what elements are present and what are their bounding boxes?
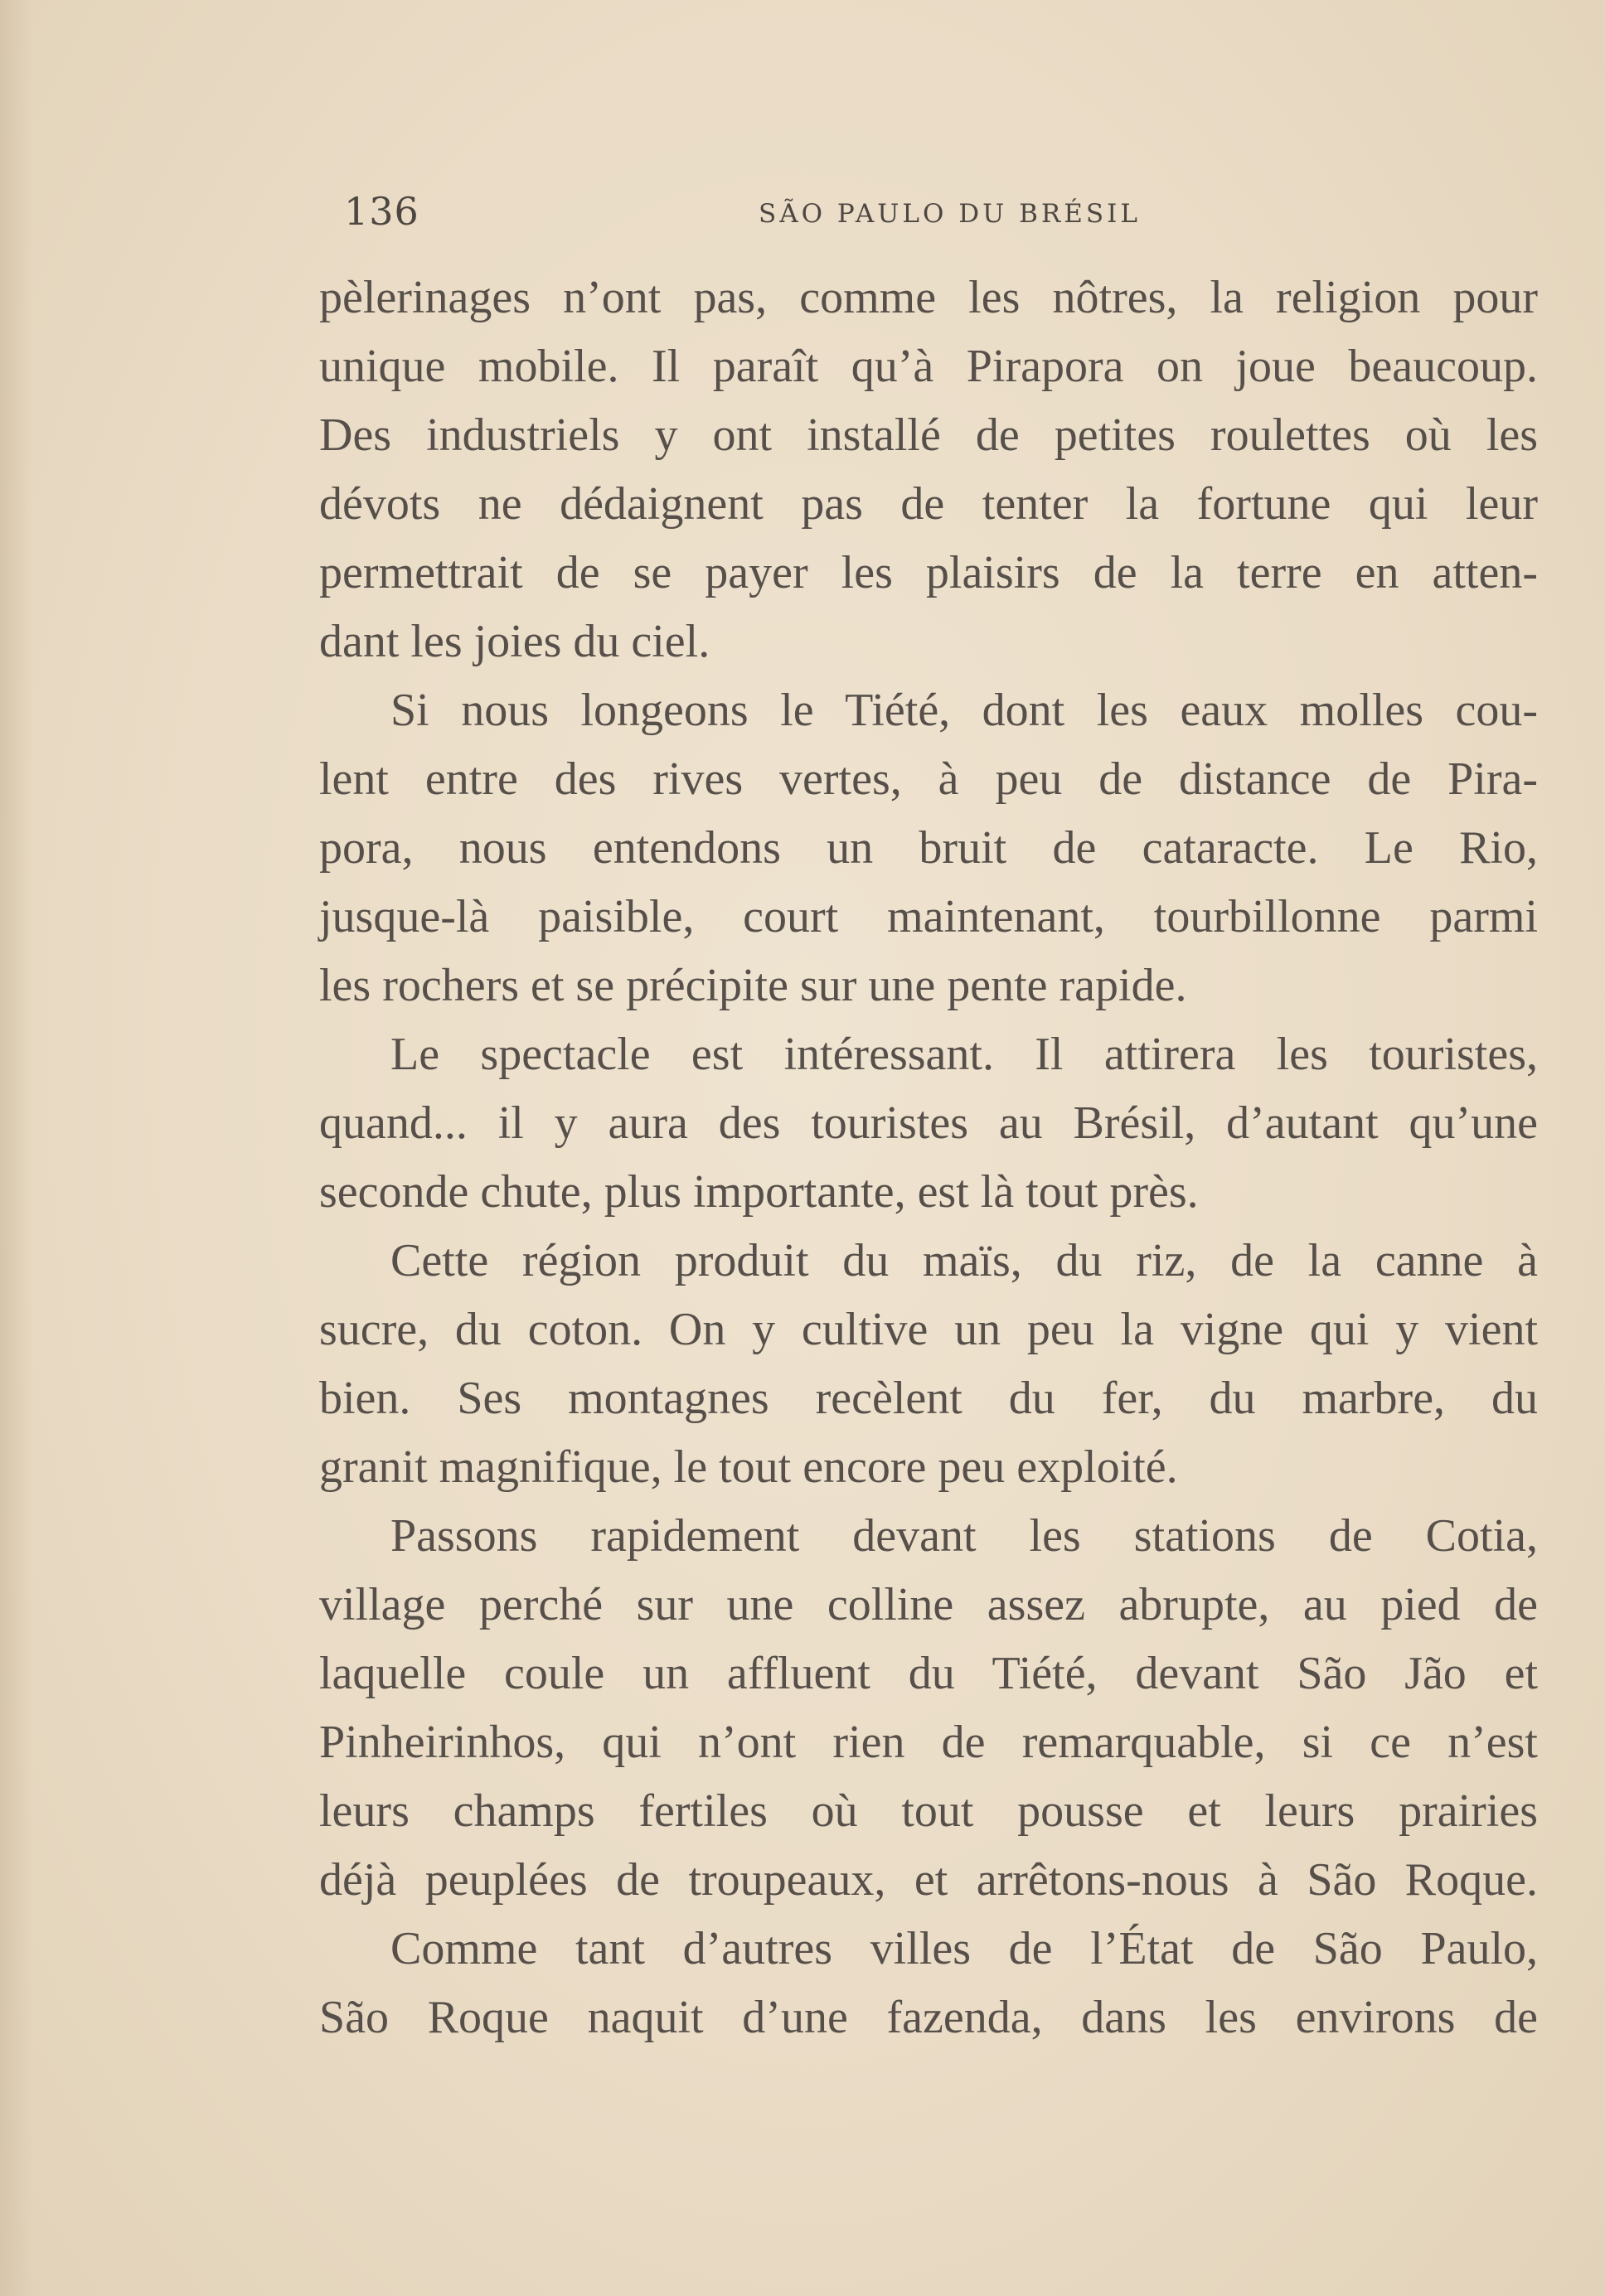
paragraph-start-line: Cette région produit du maïs, du riz, de la canne à [390,1235,1538,1286]
text-line: Des industriels y ont installé de petites roulettes où les [319,409,1538,461]
paragraph-start-line: Si nous longeons le Tiété, dont les eaux molles cou- [390,685,1538,736]
text-line: jusque-là paisible, court maintenant, tourbillonne parmi [319,891,1538,942]
text-line: São Roque naquit d’une fazenda, dans les environs de [319,1992,1538,2043]
page-edge-shadow [0,0,33,2296]
text-line: unique mobile. Il paraît qu’à Pirapora on joue beaucoup. [319,341,1538,392]
paragraph-start-line: Le spectacle est intéressant. Il attirera les touristes, [390,1029,1538,1080]
text-line: dant les joies du ciel. [319,616,710,667]
text-line: les rochers et se précipite sur une pente rapide. [319,960,1187,1011]
text-line: déjà peuplées de troupeaux, et arrêtons-nous à São Roque. [319,1854,1538,1906]
text-line: quand... il y aura des touristes au Brésil, d’autant qu’une [319,1097,1538,1149]
text-line: village perché sur une colline assez abrupte, au pied de [319,1579,1538,1630]
text-line: pora, nous entendons un bruit de cataracte. Le Rio, [319,822,1538,874]
text-line: leurs champs fertiles où tout pousse et leurs prairies [319,1785,1538,1837]
paragraph-start-line: Comme tant d’autres villes de l’État de São Paulo, [390,1923,1538,1974]
paragraph-start-line: Passons rapidement devant les stations de Cotia, [390,1510,1538,1562]
page-number: 136 [344,189,419,234]
text-line: seconde chute, plus importante, est là tout près. [319,1166,1199,1218]
body-text [319,264,1538,2052]
text-line: bien. Ses montagnes recèlent du fer, du marbre, du [319,1373,1538,1424]
text-line: lent entre des rives vertes, à peu de distance de Pira- [319,753,1538,805]
text-line: permettrait de se payer les plaisirs de la terre en atten- [319,547,1538,598]
running-title: SÃO PAULO DU BRÉSIL [759,199,1141,229]
text-line: Pinheirinhos, qui n’ont rien de remarquable, si ce n’est [319,1717,1538,1768]
text-line: sucre, du coton. On y cultive un peu la vigne qui y vient [319,1304,1538,1355]
text-line: granit magnifique, le tout encore peu exploité. [319,1441,1178,1493]
text-line: dévots ne dédaignent pas de tenter la fortune qui leur [319,478,1538,530]
text-line: laquelle coule un affluent du Tiété, devant São Jão et [319,1648,1538,1699]
text-line: pèlerinages n’ont pas, comme les nôtres, la religion pour [319,272,1538,323]
page-header [319,189,1538,247]
